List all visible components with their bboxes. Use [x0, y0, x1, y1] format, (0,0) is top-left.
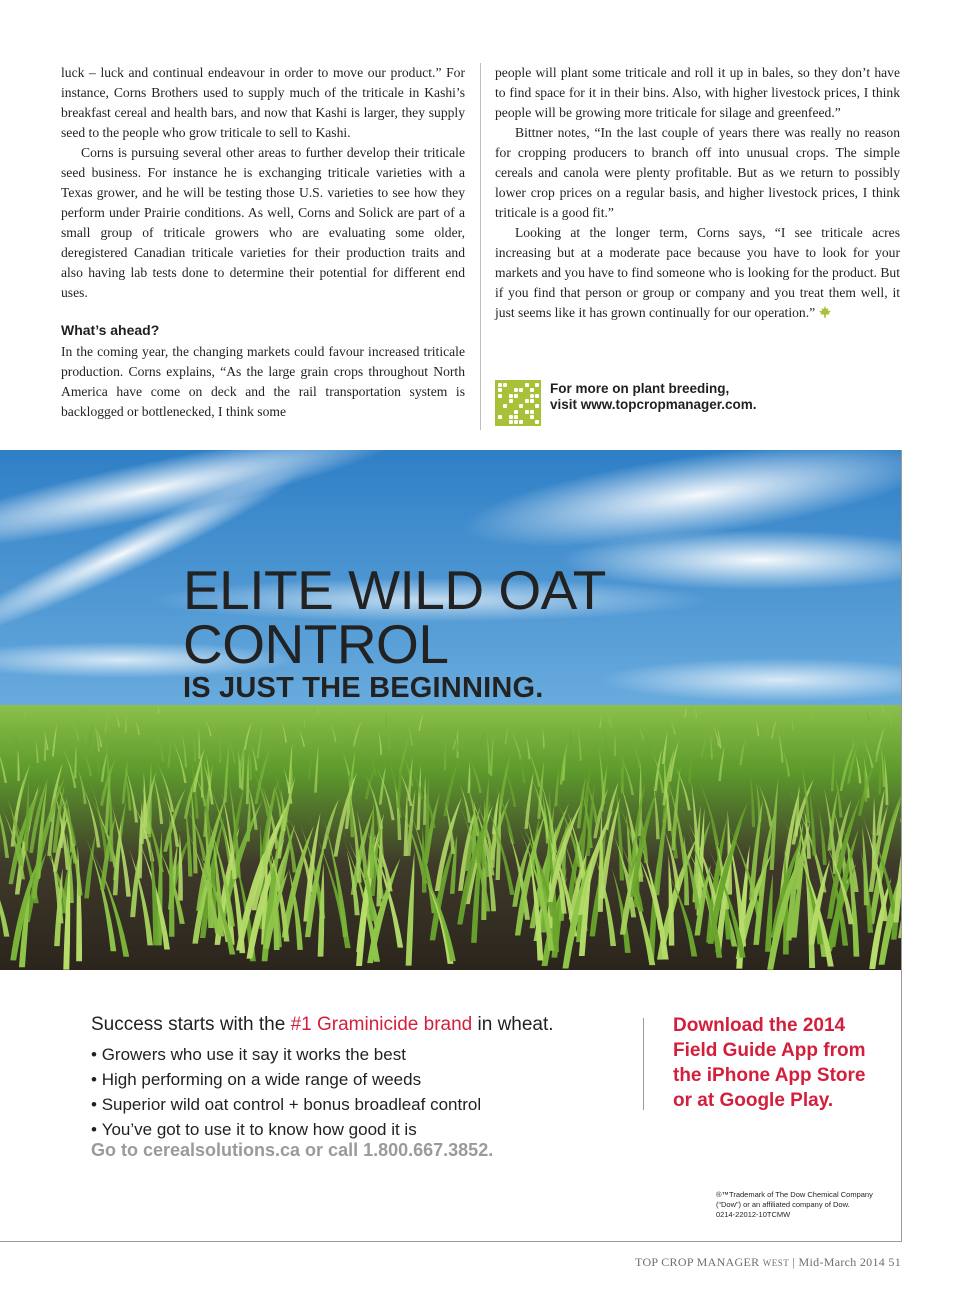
publication-name: TOP CROP MANAGER — [635, 1255, 760, 1269]
ad-copy-panel — [0, 970, 901, 1241]
page-footer — [635, 1255, 901, 1270]
maple-leaf-icon — [818, 306, 832, 318]
download-line-4: or at Google Play. — [673, 1090, 834, 1111]
lead-text-before: Success starts with the — [91, 1014, 291, 1035]
article-paragraph: Corns is pursuing several other areas to further develop their triticale seed business. For instance he is exchanging triticale varieties with a Texas grower, and he will be testing those U.S. varieties to see how they perform under Prairie conditions. As well, Corns and Solick are part of a small group of triticale growers who are evaluating some older, deregistered Canadian triticale varieties for their production traits and also having lab tests done to determine their potential for different end uses. — [61, 145, 465, 300]
download-line-1: Download the 2014 — [673, 1015, 846, 1036]
column-divider — [480, 63, 481, 430]
ad-divider — [643, 1018, 644, 1110]
article-paragraph: In the coming year, the changing markets could favour increased triticale production. Corns explains, “As the large grain crops throughout North America have come on deck and the rail transportation system is backlogged or bottlenecked, I think some — [61, 344, 465, 419]
app-download-text[interactable] — [673, 1013, 888, 1113]
promo-line-1: For more on plant breeding, — [550, 381, 730, 396]
ad-lead-line — [91, 1014, 554, 1036]
advertisement — [0, 450, 902, 1242]
qr-code-icon — [495, 380, 541, 426]
article-paragraph: people will plant some triticale and roll it up in bales, so they don’t have to find space for it in their bins. Also, with higher livestock prices, I think people will be growing more triticale for silage and greenfeed.” — [495, 65, 900, 120]
section-subhead: What’s ahead? — [61, 322, 160, 338]
web-promo[interactable] — [495, 380, 900, 426]
list-item: • High performing on a wide range of weeds — [91, 1067, 481, 1092]
list-item: • Superior wild oat control + bonus broadleaf control — [91, 1092, 481, 1117]
lead-brand: #1 Graminicide brand — [290, 1014, 473, 1035]
edition-name: WEST — [762, 1258, 790, 1268]
legal-line-2: (“Dow”) or an affiliated company of Dow. — [716, 1200, 850, 1209]
legal-line-3: 0214-22012-10TCMW — [716, 1210, 791, 1219]
download-line-2: Field Guide App from — [673, 1040, 866, 1061]
download-line-3: the iPhone App Store — [673, 1065, 866, 1086]
article-paragraph: luck – luck and continual endeavour in order to move our product.” For instance, Corns Brothers used to supply much of the triticale in Kashi’s breakfast cereal and health bars, and now that Kashi is larger, they supply seed to the people who grow triticale to sell to Kashi. — [61, 65, 465, 140]
lead-text-after: in wheat. — [472, 1014, 554, 1035]
ad-bullet-list — [91, 1042, 481, 1142]
promo-text — [550, 381, 757, 413]
article-right-column — [495, 63, 900, 323]
promo-link[interactable]: visit www.topcropmanager.com. — [550, 397, 757, 412]
page-number: 51 — [888, 1255, 901, 1269]
headline-line-3: IS JUST THE BEGINNING. — [183, 672, 544, 704]
ad-call-to-action[interactable]: Go to cerealsolutions.ca or call 1.800.667.3852. — [91, 1140, 494, 1160]
article-left-column — [61, 63, 465, 422]
ad-headline — [183, 559, 606, 705]
headline-line-1: ELITE WILD OAT — [183, 559, 606, 621]
article-paragraph: Bittner notes, “In the last couple of years there was really no reason for cropping producers to branch off into unusual crops. The simple cereals and canola were plenty profitable. But as we return to possibly lower crop prices on a regular basis, and higher livestock prices, I think triticale is a good fit.” — [495, 125, 900, 220]
ad-field-photo — [0, 450, 901, 970]
list-item: • Growers who use it say it works the best — [91, 1042, 481, 1067]
ad-legal-text — [716, 1190, 891, 1220]
list-item: • You’ve got to use it to know how good it is — [91, 1117, 481, 1142]
article-paragraph-final — [495, 223, 900, 323]
field-photo-illustration — [0, 450, 901, 970]
article-paragraph-text: Looking at the longer term, Corns says, “I see triticale acres increasing but at a moderate pace because you have to look for your markets and you have to find someone who is looking for the product. But if you find that person or group or company and you treat them well, it just seems like it has grown continually for our operation.” — [495, 225, 900, 320]
issue-date: | Mid-March 2014 — [792, 1255, 886, 1269]
headline-line-2: CONTROL — [183, 613, 449, 675]
legal-line-1: ®™Trademark of The Dow Chemical Company — [716, 1190, 873, 1199]
